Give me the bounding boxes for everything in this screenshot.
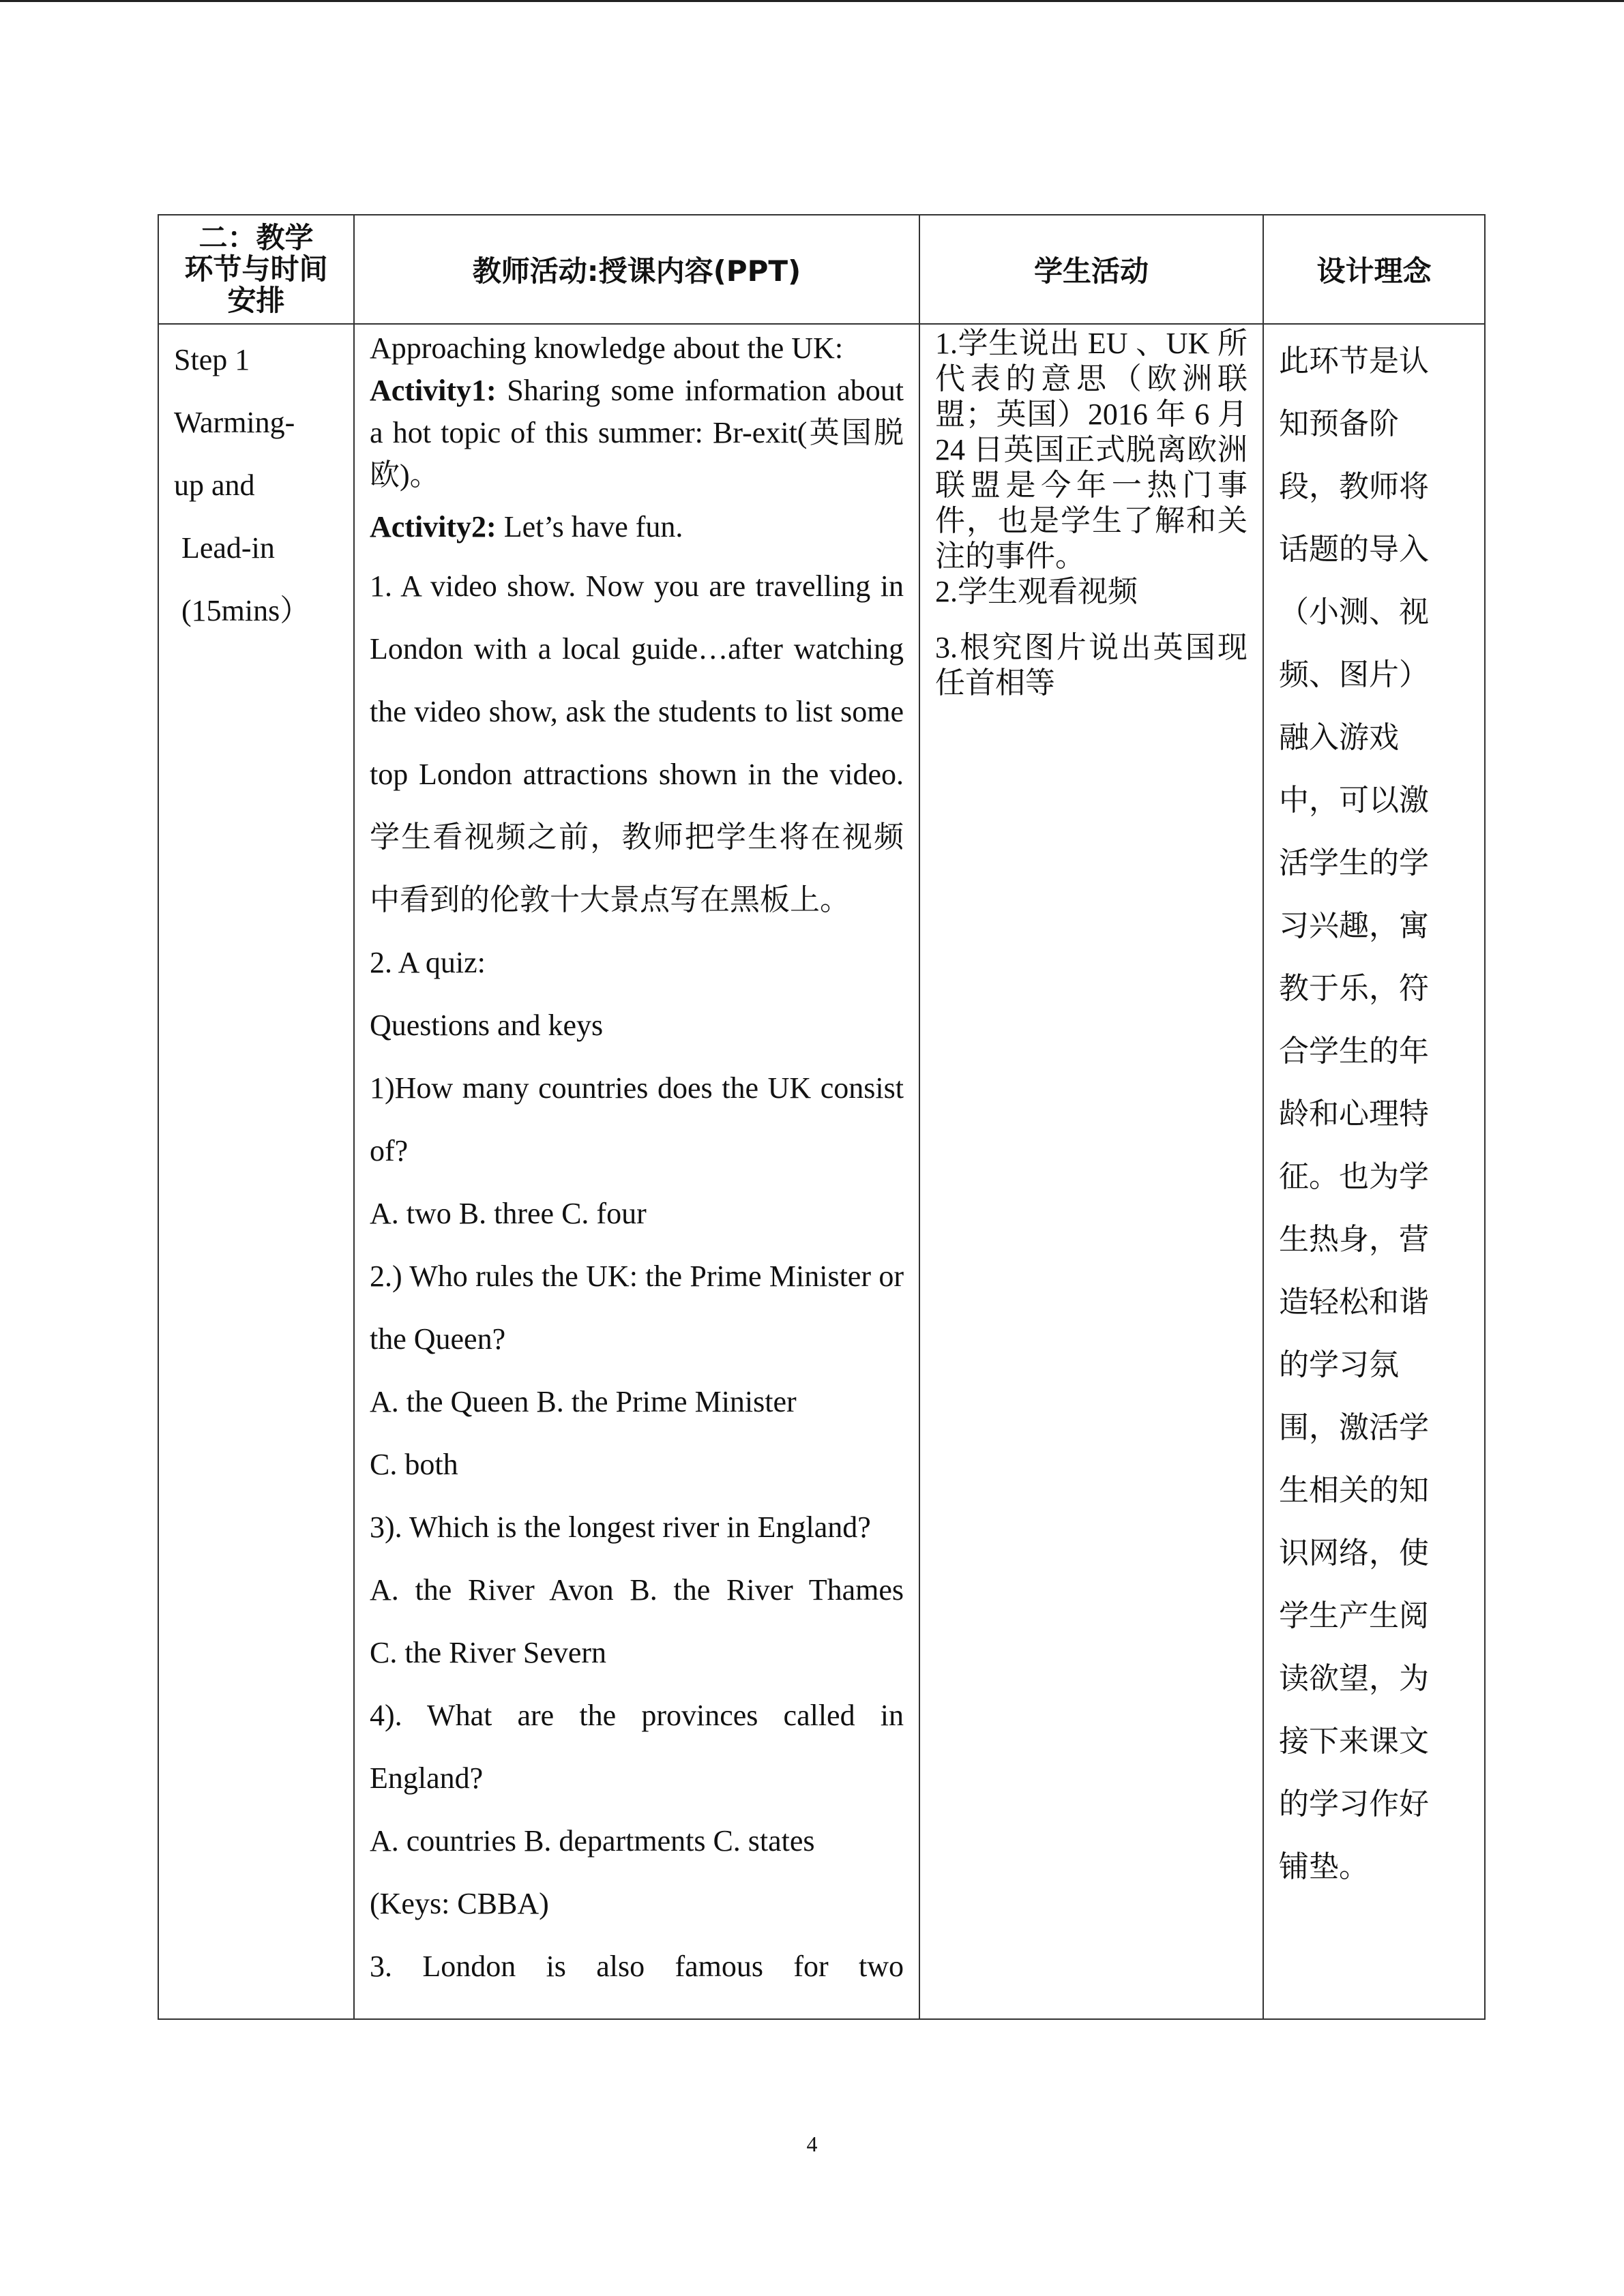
header-teacher-activity: 教师活动:授课内容(PPT) [354,215,919,324]
design-line: 习兴趣，寓 [1279,909,1429,942]
table-header-row [158,215,1485,324]
design-line: 生热身，营 [1279,1223,1429,1256]
design-line: 龄和心理特 [1279,1097,1429,1131]
cell-step [158,324,354,2019]
quiz-option: B. departments [524,1824,706,1858]
step-line: Lead-in [174,531,275,565]
design-line: 教于乐，符 [1279,972,1429,1005]
lesson-plan-table [158,214,1486,2020]
quiz-options-1 [370,1182,904,1245]
activity2 [370,506,904,548]
design-line: 征。也为学 [1279,1160,1429,1193]
activity1 [370,370,904,496]
quiz-option: C. four [561,1197,647,1230]
design-line: 融入游戏 [1279,721,1399,754]
quiz-subtitle: Questions and keys [370,1009,604,1042]
design-line: （小测、视 [1279,595,1429,629]
teacher-item-3: 3. London is also famous for two [370,1950,904,1983]
quiz-keys: (Keys: CBBA) [370,1887,549,1920]
design-line: 活学生的学 [1279,846,1429,880]
table-row-step1 [158,324,1485,2019]
quiz-option: C. states [713,1824,815,1858]
quiz-option: B. three [458,1197,555,1230]
cell-design-concept [1263,324,1485,2019]
quiz-option: A. two [370,1197,452,1230]
quiz-question-2: 2.) Who rules the UK: the Prime Minister or the Queen? [370,1259,904,1356]
design-line: 此环节是认 [1279,344,1429,378]
step-line: Warming- [174,406,295,439]
step-line: (15mins） [174,594,310,627]
design-line: 的学习作好 [1279,1787,1429,1821]
quiz-option: C. the River Severn [370,1636,607,1669]
design-line: 识网络，使 [1279,1536,1429,1570]
video-task: 1. A video show. Now you are travelling in London with a local guide…after watching the video show, ask the students to list some top London attractions shown in the video.学生看视频之前，教师把学生将在视频中看到的伦敦十大景点写在黑板上。 [370,569,904,916]
design-line: 合学生的年 [1279,1034,1429,1068]
cell-student-activity [919,324,1263,2019]
design-line: 生相关的知 [1279,1474,1429,1507]
activity1-label: Activity1: [370,374,497,407]
step-line: Step 1 [174,343,250,376]
quiz-question-1: 1)How many countries does the UK consist of? [370,1071,904,1167]
student-activity-1: 1.学生说出 EU 、UK 所代表的意思（欧洲联盟；英国）2016 年 6 月 24 日英国正式脱离欧洲联盟是今年一热门事件，也是学生了解和关注的事件。 [935,327,1247,573]
teacher-intro: Approaching knowledge about the UK: [370,331,844,365]
design-line: 接下来课文 [1279,1725,1429,1758]
quiz-option: A. countries [370,1824,517,1858]
quiz-question-4: 4). What are the provinces called in England? [370,1699,904,1795]
student-activity-2: 2.学生观看视频 [935,575,1138,608]
top-border-line [0,0,1624,2]
header-student-activity: 学生活动 [919,215,1263,324]
design-line: 知预备阶 [1279,407,1399,441]
header-phase-time [158,215,354,324]
quiz-question-3: 3). Which is the longest river in England? [370,1510,871,1544]
design-line: 学生产生阅 [1279,1599,1429,1632]
quiz-title: 2. A quiz: [370,946,486,979]
cell-teacher-activity [354,324,919,2019]
quiz-options-4 [370,1810,904,1873]
header-phase-line: 安排 [227,284,285,317]
quiz-option: B. the Prime Minister [536,1385,797,1418]
header-design-concept: 设计理念 [1263,215,1485,324]
design-line: 话题的导入 [1279,533,1429,566]
design-line: 段，教师将 [1279,470,1429,503]
design-line: 读欲望，为 [1279,1662,1429,1695]
activity2-text: Let’s have fun. [496,510,683,543]
activity2-label: Activity2: [370,510,497,543]
page-number: 4 [806,2132,818,2156]
header-phase-line: 环节与时间 [184,252,328,286]
quiz-option: C. both [370,1448,458,1481]
design-line: 的学习氛 [1279,1348,1399,1382]
step-line: up and [174,468,255,502]
header-phase-line: 二：教学 [198,221,314,254]
design-line: 铺垫。 [1279,1850,1369,1883]
design-line: 造轻松和谐 [1279,1285,1429,1319]
activity1-text: Sharing some information about a hot topic of this summer: Br-exit(英国脱欧)。 [370,374,904,492]
student-activity-3: 3.根究图片说出英国现任首相等 [935,631,1247,700]
design-line: 中，可以激 [1279,784,1429,817]
design-line: 围，激活学 [1279,1411,1429,1444]
quiz-options-3: A. the River Avon B. the River Thames [370,1573,904,1607]
design-concept-text [1264,325,1484,1898]
design-line: 频、图片） [1279,658,1429,691]
quiz-options-2 [370,1371,904,1433]
quiz-option: A. the Queen [370,1385,529,1418]
